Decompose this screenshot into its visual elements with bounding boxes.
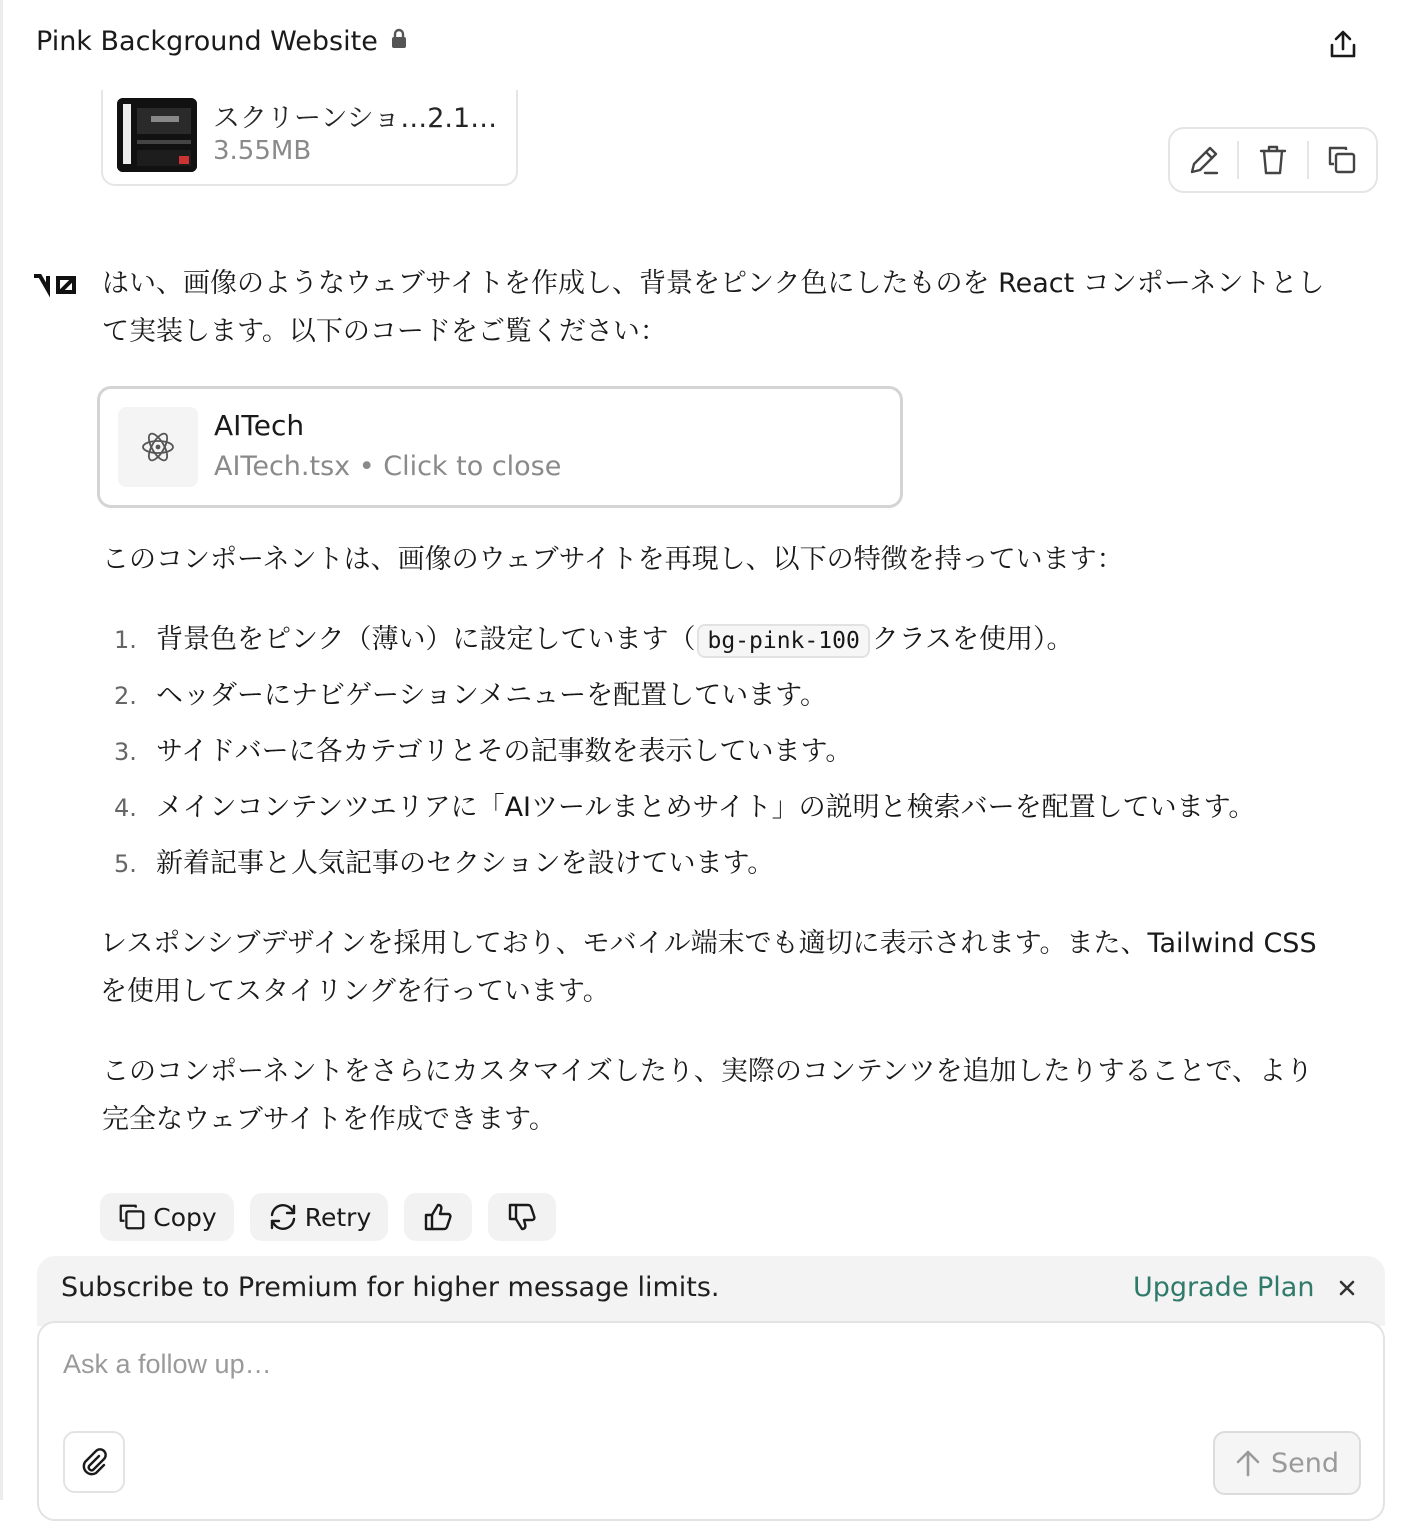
upgrade-plan-link[interactable]: Upgrade Plan — [1133, 1272, 1315, 1303]
responsive-paragraph: レスポンシブデザインを採用しており、モバイル端末でも適切に表示されます。また、Tailwind CSSを使用してスタイリングを行っています。 — [100, 928, 1317, 1007]
page-title — [36, 26, 408, 57]
list-text: メインコンテンツエリアに「AIツールまとめサイト」の説明と検索バーを配置しています。 — [156, 792, 1256, 823]
attachment-thumbnail — [117, 98, 197, 172]
premium-banner — [37, 1256, 1385, 1326]
list-text: 背景色をピンク（薄い）に設定しています（ — [156, 624, 696, 655]
retry-button[interactable] — [250, 1193, 388, 1241]
list-number: 5. — [114, 850, 137, 878]
list-item — [102, 782, 1255, 838]
code-card-title: AITech — [214, 409, 305, 442]
assistant-intro: はい、画像のようなウェブサイトを作成し、背景をピンク色にしたものを React コンポーネントとして実装します。以下のコードをご覧ください： — [102, 268, 1325, 347]
refresh-icon — [267, 1201, 299, 1233]
banner-text: Subscribe to Premium for higher message limits. — [61, 1272, 720, 1303]
features-intro: このコンポーネントは、画像のウェブサイトを再現し、以下の特徴を持っています： — [102, 544, 1124, 575]
thumbs-up-icon — [422, 1201, 454, 1233]
attachment-size: 3.55MB — [213, 136, 312, 166]
send-button[interactable] — [1213, 1431, 1361, 1495]
copy-message-button[interactable] — [1309, 129, 1376, 191]
composer — [37, 1321, 1385, 1521]
left-edge-divider — [0, 0, 3, 1500]
list-number: 1. — [114, 626, 137, 654]
lock-icon — [390, 26, 408, 57]
send-label: Send — [1270, 1447, 1339, 1479]
copy-button[interactable] — [100, 1193, 234, 1241]
close-banner-button[interactable] — [1333, 1274, 1361, 1302]
attachment-name: スクリーンショ…2.1… — [213, 103, 498, 134]
list-item — [102, 614, 1255, 670]
copy-icon — [117, 1202, 147, 1232]
v0-logo-icon — [32, 272, 84, 298]
list-number: 2. — [114, 682, 137, 710]
react-icon — [118, 407, 198, 487]
chat-title: Pink Background Website — [36, 26, 378, 57]
list-item — [102, 726, 1255, 782]
list-text: ヘッダーにナビゲーションメニューを配置しています。 — [156, 680, 827, 711]
list-item — [102, 670, 1255, 726]
edit-icon — [1187, 143, 1221, 177]
retry-label: Retry — [304, 1202, 372, 1232]
close-icon — [1339, 1280, 1355, 1296]
copy-icon — [1326, 144, 1358, 176]
thumbs-down-button[interactable] — [488, 1193, 556, 1241]
edit-button[interactable] — [1170, 129, 1237, 191]
delete-button[interactable] — [1239, 129, 1306, 191]
code-card-subtitle: AITech.tsx • Click to close — [214, 451, 562, 482]
message-toolbar — [1168, 127, 1378, 193]
customize-paragraph: このコンポーネントをさらにカスタマイズしたり、実際のコンテンツを追加したりすることで、より完全なウェブサイトを作成できます。 — [102, 1056, 1313, 1135]
code-artifact-card[interactable] — [97, 386, 903, 508]
list-number: 3. — [114, 738, 137, 766]
paperclip-icon — [79, 1447, 109, 1477]
feature-list — [102, 614, 1255, 894]
list-text: サイドバーに各カテゴリとその記事数を表示しています。 — [156, 736, 853, 767]
attach-file-button[interactable] — [63, 1431, 125, 1493]
thumbs-up-button[interactable] — [404, 1193, 472, 1241]
message-actions — [100, 1193, 556, 1241]
share-button[interactable] — [1320, 22, 1366, 68]
inline-code: bg-pink-100 — [697, 624, 869, 658]
follow-up-input[interactable] — [61, 1347, 1265, 1401]
thumbs-down-icon — [506, 1201, 538, 1233]
list-text: クラスを使用）。 — [871, 624, 1074, 655]
copy-label: Copy — [153, 1202, 217, 1232]
list-number: 4. — [114, 794, 137, 822]
attachment-card[interactable] — [101, 90, 518, 186]
list-item — [102, 838, 1255, 894]
trash-icon — [1257, 143, 1289, 177]
list-text: 新着記事と人気記事のセクションを設けています。 — [156, 848, 775, 879]
arrow-up-icon — [1235, 1449, 1261, 1477]
share-icon — [1327, 29, 1359, 61]
